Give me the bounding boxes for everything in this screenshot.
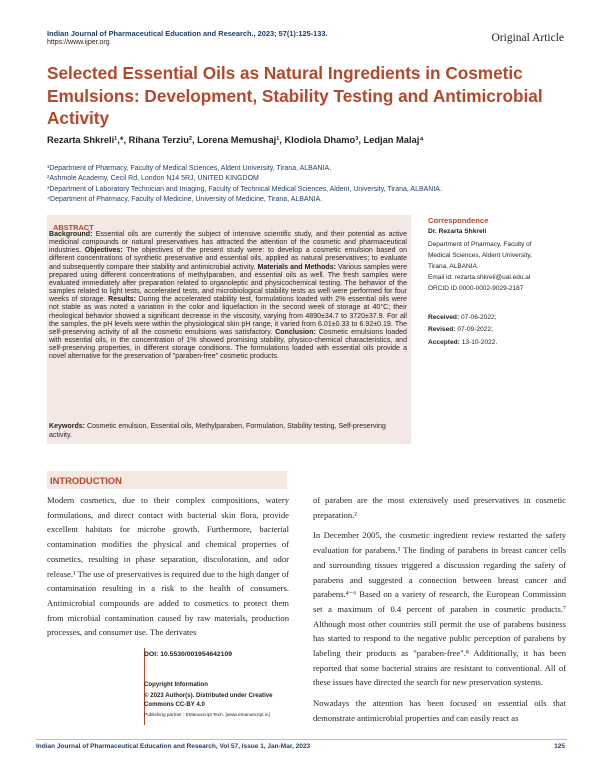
- background-label: Background:: [49, 231, 93, 238]
- correspondence-details: [428, 239, 573, 294]
- results-label: Results:: [108, 296, 136, 304]
- copyright-line: Commons CC-BY 4.0: [144, 701, 205, 708]
- methods-text: Various samples were prepared using different concentrations of methylparaben, and essential oils as well. The fresh samples were evaluated immediately after preparation related to organoleptic and physicochemical testing. The behavior of the samples related to light tests, accelerated tests, and microbiological stability tests as well were performed for four weeks of storage.: [49, 263, 407, 304]
- footer-citation: Indian Journal of Pharmaceutical Education and Research, Vol 57, Issue 1, Jan-Mar, 2023: [36, 743, 311, 750]
- correspondence-line: Medical Sciences, Aldent University,: [428, 252, 532, 259]
- journal-header: Indian Journal of Pharmaceutical Education and Research., 2023; 57(1):125-133.: [47, 29, 328, 38]
- author-list: Rezarta Shkreli¹,*, Rihana Terziu², Lorena Memushaj¹, Klodiola Dhamo³, Ledjan Malaj⁴: [47, 135, 424, 145]
- keywords-label: Keywords:: [49, 423, 86, 430]
- keywords: [49, 422, 407, 440]
- intro-right-column: [313, 493, 566, 732]
- affiliations: [47, 164, 442, 206]
- correspondence-orcid[interactable]: ORCID ID 0000-0002-9029-2187: [428, 285, 524, 292]
- intro-paragraph-4: Nowadays the attention has been focused on essential oils that demonstrate antimicrobial properties and can easily react as: [313, 698, 566, 723]
- intro-heading: INTRODUCTION: [50, 475, 122, 486]
- correspondence-email[interactable]: Email id: rezarta.shkreli@ual.edu.al: [428, 274, 531, 281]
- intro-paragraph-3: In December 2005, the cosmetic ingredient review restarted the safety evaluation for parabens.³ The finding of parabens in breast cancer cells and surrounding tissues triggered a discussion regarding the safety of parabens and suggested a connection between breast cancer and parabens.⁴⁻⁶ Based on a variety of research, the European Commission set a maximum of 0.4 percent of paraben in cosmetic products.⁷ Although most other countries still permit the use of parabens business has started to respond to the negative public perception of parabens by labeling their products as "paraben-free".⁸ Additionally, it has been reported that some bacterial strains are resistant to conventional. All of these issues have directed the search for new preservation systems.: [313, 530, 566, 688]
- correspondence-line: Tirana, ALBANIA.: [428, 263, 479, 270]
- accepted-date: Accepted: 13-10-2022.: [428, 338, 498, 346]
- footer-divider: [36, 739, 567, 740]
- affiliation-3: ³Department of Laboratory Technician and Imaging, Faculty of Technical Medical Sciences, Aldent, University, Tirana, ALBANIA.: [47, 185, 442, 193]
- correspondence-heading: Correspondence: [428, 216, 489, 225]
- abstract-heading: ABSTRACT: [53, 223, 94, 232]
- abstract-body: [49, 231, 407, 362]
- page-number: 125: [554, 743, 565, 750]
- conclusion-label: Conclusion:: [275, 328, 316, 336]
- revised-date: Revised: 07-09-2022;: [428, 326, 493, 334]
- article-type: Original Article: [491, 32, 564, 44]
- keywords-text: Cosmetic emulsion, Essential oils, Methylparaben, Formulation, Stability testing, Self-preserving activity.: [49, 423, 386, 439]
- results-text: During the accelerated stability test, formulations loaded with 2% essential oils were not stable as was noted a variation in the color and liquefaction in the second week of storage at 40°C; their rheological behavior showed a significant decrease in the viscosity, varying from 4890±34.7 to 3720±37.9. For all the samples, the pH levels were within the physiological skin pH range, it varied from 6.01±0.33 to 6.92±0.19. The self-preserving activity of all the cosmetic emulsions was satisfactory.: [49, 296, 407, 336]
- objectives-label: Objectives:: [84, 247, 123, 255]
- background-text: Essential oils are currently the subject of intensive scientific study, and their potential as active medicinal compounds or natural preservatives has attracted the attention of the cosmetic and pharmaceutical industries.: [49, 231, 407, 255]
- objectives-text: The objectives of the present study were: to develop a cosmetic emulsion based on different concentrations of synthetic preservative and essential oils, applied as natural preservatives; to evaluate and subsequently compare their stability and antimicrobial activity.: [49, 247, 407, 271]
- correspondence-line: Department of Pharmacy, Faculty of: [428, 241, 532, 248]
- article-dates: [428, 312, 497, 349]
- correspondence-name: Dr. Rezarta Shkreli: [428, 228, 487, 235]
- affiliation-4: ⁴Department of Pharmacy, Faculty of Medicine, University of Medicine, Tirana, ALBANIA.: [47, 196, 323, 204]
- copyright-line: © 2023 Author(s). Distributed under Creative: [144, 692, 273, 699]
- intro-paragraph-2: of paraben are the most extensively used preservatives in cosmetic preparation.²: [313, 495, 566, 520]
- affiliation-1: ¹Department of Pharmacy, Faculty of Medical Sciences, Aldent University, Tirana, ALBANIA.: [47, 165, 332, 172]
- article-title: Selected Essential Oils as Natural Ingredients in Cosmetic Emulsions: Development, Stability Testing and Antimicrobial Activity: [47, 63, 543, 128]
- methods-label: Materials and Methods:: [257, 263, 336, 271]
- copyright-heading: Copyright Information: [144, 681, 208, 688]
- intro-left-column: [47, 493, 289, 640]
- received-date: Received: 07-06-2022;: [428, 314, 497, 321]
- conclusion-text: Cosmetic emulsions loaded with essential oils, in the concentration of 1% showed promising stability, physico-chemical characteristics, and self-preserving properties, in different storage conditions. The formulations loaded with essential oils provide a novel alternative for the preservation of "paraben-free" cosmetic products.: [49, 328, 407, 361]
- journal-url[interactable]: https://www.ijper.org: [47, 39, 110, 46]
- intro-paragraph-1: Modern cosmetics, due to their complex compositions, watery formulations, and direct contact with bacterial skin flora, provide excellent habitats for microbe growth. Furthermore, bacterial contamination modifies the physical and chemical properties of cosmetics, resulting in phase separation, discoloration, and odor release.¹ The use of preservatives is required due to the high danger of contamination resulting in a risk to the health of consumers. Antimicrobial compounds are added to cosmetics to protect them from microbial contamination caused by raw materials, production processes, and consumer use. The derivates: [47, 495, 289, 638]
- affiliation-2: ²Ashmole Academy, Cecil Rd, London N14 5RJ, UNITED KINGDOM: [47, 175, 259, 183]
- publisher-note: Publishing partner : EManuscript Tech. [www.emanuscript.in]: [144, 712, 270, 717]
- doi-link[interactable]: DOI: 10.5530/001954642109: [144, 651, 233, 658]
